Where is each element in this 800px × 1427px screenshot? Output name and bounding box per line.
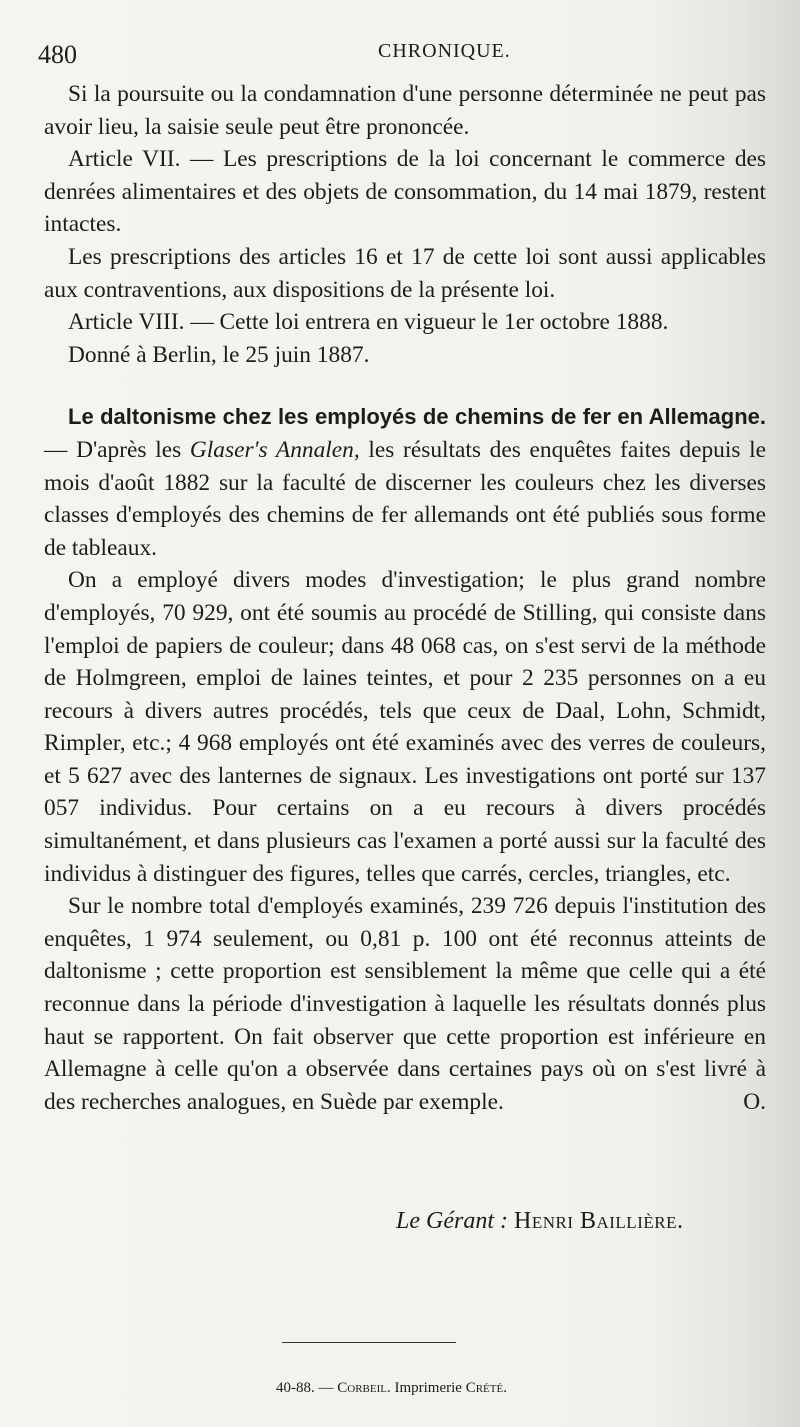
section-title: Le daltonisme chez les employés de chemins de fer en Allemagne. (68, 404, 766, 430)
footer-printer-name: Crété. (465, 1380, 507, 1396)
paragraph-text: Sur le nombre total d'employés examinés, 239 726 depuis l'institution des enquêtes, 1 974 seulement, ou 0,81 p. 100 ont été reconnus atteints de daltonisme ; cette proportion est sensiblement la même que celle qui a été reconnue dans la période d'investigation à laquelle les résultats donnés plus haut se rapportent. On fait observer que cette proportion est inférieure en Allemagne à celle qu'on a observée dans certaines pays où on s'est livré à des recherches analogues, en Suède par exemple. (44, 893, 766, 1115)
paragraph (44, 890, 766, 1118)
printer-footer (276, 1380, 507, 1397)
footer-city: Corbeil. (337, 1380, 391, 1396)
paragraph: Article VII. — Les prescriptions de la loi concernant le commerce des denrées alimentaires et des objets de consommation, du 14 mai 1879, restent intactes. (44, 146, 766, 238)
page-body (44, 78, 766, 1118)
paragraph: Si la poursuite ou la condamnation d'une personne déterminée ne peut pas avoir lieu, la saisie seule peut être prononcée. (44, 81, 766, 140)
signature-label: Le Gérant : (396, 1208, 508, 1234)
section-intro-text-2: les résultats des enquêtes faites depuis le mois d'août 1882 sur la faculté de discerner les couleurs chez les diverses classes d'employés des chemins de fer allemands ont été publiés sous forme de tableaux. (44, 436, 767, 561)
page-number: 480 (38, 40, 77, 69)
footer-printer-label: Imprimerie (390, 1380, 466, 1396)
paragraph: Les prescriptions des articles 16 et 17 de cette loi sont aussi applicables aux contraventions, aux dispositions de la présente loi. (44, 243, 766, 303)
section-intro-text: — D'après les (44, 436, 190, 463)
article-daltonisme (44, 401, 766, 1118)
running-head: CHRONIQUE. (378, 40, 511, 62)
source-title: Glaser's Annalen, (189, 436, 360, 463)
footer-code: 40-88. — (276, 1380, 338, 1396)
paragraph: On a employé divers modes d'investigation; le plus grand nombre d'employés, 70 929, ont été soumis au procédé de Stilling, qui consiste dans l'emploi de papiers de couleur; dans 48 068 cas, on s'est servi de la méthode de Holmgreen, emploi de laines teintes, et pour 2 235 personnes on a eu recours à divers autres procédés, tels que ceux de Daal, Lohn, Schmidt, Rimpler, etc.; 4 968 employés ont été examinés avec des verres de couleurs, et 5 627 avec des lanternes de signaux. Les investigations ont porté sur 137 057 individus. Pour certains on a eu recours à divers procédés simultanément, et dans plusieurs cas l'examen a porté aussi sur la faculté des individus à distinguer des figures, telles que carrés, cercles, triangles, etc. (44, 567, 766, 887)
section-intro (44, 401, 766, 564)
signature-name: Henri Baillière. (513, 1208, 684, 1234)
page-header (38, 30, 758, 70)
paragraph: Article VIII. — Cette loi entrera en vigueur le 1er octobre 1888. (68, 309, 669, 336)
paragraph: Donné à Berlin, le 25 juin 1887. (68, 341, 370, 368)
footer-rule (282, 1342, 456, 1343)
signature (396, 1208, 683, 1235)
author-initial: O. (743, 1088, 766, 1115)
